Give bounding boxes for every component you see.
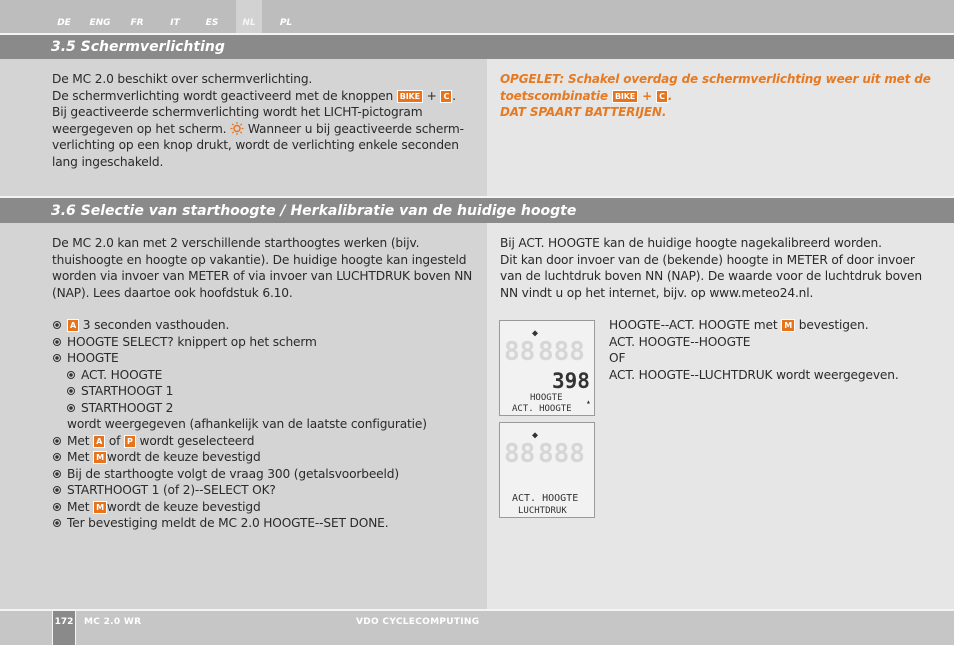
list-item bbox=[52, 433, 427, 450]
list-item: Ter bevestiging meldt de MC 2.0 HOOGTE--SET DONE. bbox=[52, 515, 427, 532]
brand-name: VDO CYCLECOMPUTING bbox=[356, 617, 480, 627]
m-button-icon: M bbox=[93, 501, 107, 514]
paragraph-line: ACT. HOOGTE--LUCHTDRUK wordt weergegeven. bbox=[609, 367, 899, 382]
recalibration-steps bbox=[609, 317, 899, 383]
warning-line: OPGELET: Schakel overdag de schermverlichting weer uit met de bbox=[500, 72, 931, 86]
list-item: STARTHOOGT 1 (of 2)--SELECT OK? bbox=[52, 482, 427, 499]
text: wordt de keuze bevestigd bbox=[106, 499, 261, 514]
text: . bbox=[667, 88, 673, 103]
text: Met bbox=[67, 450, 90, 464]
text: Met bbox=[67, 499, 90, 514]
paragraph-line: De MC 2.0 kan met 2 verschillende starthoogtes werken (bijv. bbox=[52, 236, 420, 250]
text: + bbox=[642, 88, 653, 103]
altitude-value: 398 bbox=[552, 369, 590, 393]
list-item bbox=[52, 317, 427, 334]
model-name: MC 2.0 WR bbox=[84, 617, 142, 627]
bike-button-icon: BIKE bbox=[397, 90, 423, 103]
paragraph-line: Dit kan door invoer van de (bekende) hoogte in METER of door invoer bbox=[500, 252, 915, 267]
text: weergegeven op het scherm. bbox=[52, 121, 227, 136]
paragraph-line: Bij ACT. HOOGTE kan de huidige hoogte nagekalibreerd worden. bbox=[500, 236, 882, 250]
segment-placeholder: 888 bbox=[538, 337, 585, 367]
paragraph-line: van de luchtdruk boven NN (NAP). De waarde voor de luchtdruk boven bbox=[500, 269, 922, 283]
lang-tab-fr[interactable]: FR bbox=[130, 18, 144, 28]
list-item bbox=[52, 499, 427, 516]
sub-list-item: ACT. HOOGTE bbox=[52, 367, 427, 384]
paragraph-line: Bij geactiveerde schermverlichting wordt het LICHT-pictogram bbox=[52, 105, 423, 119]
list-item: HOOGTE bbox=[52, 350, 427, 367]
screen-label: LUCHTDRUK bbox=[518, 506, 567, 516]
section-3-6-intro bbox=[52, 235, 472, 301]
device-screen-altitude bbox=[499, 320, 595, 416]
device-screen-pressure bbox=[499, 422, 595, 518]
screen-label: ACT. HOOGTE bbox=[512, 493, 579, 504]
section-3-5-title: 3.5 Schermverlichting bbox=[51, 39, 225, 55]
text: wordt de keuze bevestigd bbox=[106, 450, 261, 464]
section-3-5-header bbox=[0, 33, 954, 59]
segment-placeholder: 88 bbox=[504, 439, 536, 469]
page-number: 172 bbox=[52, 611, 76, 645]
c-button-icon: C bbox=[440, 90, 452, 103]
p-button-icon: P bbox=[124, 435, 136, 448]
paragraph-line: De MC 2.0 beschikt over schermverlichting. bbox=[52, 72, 313, 86]
text: Wanneer u bij geactiveerde scherm- bbox=[247, 121, 464, 136]
text: wordt geselecteerd bbox=[139, 433, 255, 448]
arrow-icon: ▴ bbox=[586, 397, 591, 406]
paragraph-line bbox=[52, 121, 464, 138]
lang-tab-nl[interactable]: NL bbox=[236, 0, 262, 33]
list-item: Bij de starthoogte volgt de vraag 300 (getalsvoorbeeld) bbox=[52, 466, 427, 483]
section-3-6-header bbox=[0, 196, 954, 223]
steps-list bbox=[52, 317, 427, 532]
paragraph-line bbox=[609, 317, 899, 334]
list-continuation: wordt weergegeven (afhankelijk van de laatste configuratie) bbox=[67, 417, 427, 431]
sub-list-item: STARTHOOGT 1 bbox=[52, 383, 427, 400]
m-button-icon: M bbox=[781, 319, 795, 332]
list-item bbox=[52, 449, 427, 466]
lang-tab-es[interactable]: ES bbox=[205, 18, 219, 28]
paragraph-line: worden via invoer van METER of via invoer van LUCHTDRUK boven NN bbox=[52, 269, 473, 283]
section-3-5-body bbox=[52, 71, 464, 170]
a-button-icon: A bbox=[93, 435, 105, 448]
a-button-icon: A bbox=[67, 319, 79, 332]
segment-placeholder: 888 bbox=[538, 439, 585, 469]
lang-tab-it[interactable]: IT bbox=[170, 18, 180, 28]
text: 3 seconden vasthouden. bbox=[82, 318, 230, 332]
sub-list-item: STARTHOOGT 2 bbox=[52, 400, 427, 417]
m-button-icon: M bbox=[93, 451, 107, 464]
recalibration-intro bbox=[500, 235, 922, 301]
language-bar bbox=[0, 0, 954, 33]
footer bbox=[0, 609, 954, 645]
paragraph-line: NN vindt u op het internet, bijv. op www.meteo24.nl. bbox=[500, 285, 814, 300]
indicator-icon: ◆ bbox=[532, 328, 539, 339]
screen-label: ACT. HOOGTE bbox=[512, 404, 572, 414]
text: toetscombinatie bbox=[500, 88, 608, 103]
paragraph-line: verlichting op een knop drukt, wordt de verlichting enkele seconden bbox=[52, 138, 459, 152]
paragraph-line: ACT. HOOGTE--HOOGTE bbox=[609, 334, 751, 349]
warning-note bbox=[500, 71, 931, 121]
paragraph-line: (NAP). Lees daartoe ook hoofdstuk 6.10. bbox=[52, 285, 293, 300]
text: of bbox=[108, 433, 121, 448]
text: + bbox=[426, 88, 437, 103]
text: Met bbox=[67, 433, 90, 448]
section-3-6-title: 3.6 Selectie van starthoogte / Herkalibratie van de huidige hoogte bbox=[51, 202, 577, 219]
bike-button-icon: BIKE bbox=[612, 90, 638, 103]
c-button-icon: C bbox=[656, 90, 668, 103]
text: bevestigen. bbox=[798, 318, 869, 332]
paragraph-line bbox=[52, 88, 464, 105]
warning-line: DAT SPAART BATTERIJEN. bbox=[500, 105, 667, 119]
segment-placeholder: 88 bbox=[504, 337, 536, 367]
paragraph-line: lang ingeschakeld. bbox=[52, 154, 164, 169]
light-icon bbox=[230, 122, 244, 135]
indicator-icon: ◆ bbox=[532, 430, 539, 441]
text: . bbox=[452, 88, 456, 103]
screen-label: HOOGTE bbox=[530, 393, 563, 403]
list-item: HOOGTE SELECT? knippert op het scherm bbox=[52, 334, 427, 351]
paragraph-line: thuishoogte en hoogte op vakantie). De huidige hoogte kan ingesteld bbox=[52, 252, 467, 267]
warning-line bbox=[500, 88, 931, 105]
text: HOOGTE--ACT. HOOGTE met bbox=[609, 318, 778, 332]
lang-tab-de[interactable]: DE bbox=[57, 18, 71, 28]
lang-tab-pl[interactable]: PL bbox=[279, 18, 293, 28]
lang-tab-eng[interactable]: ENG bbox=[89, 18, 111, 28]
paragraph-line: OF bbox=[609, 351, 626, 365]
text: De schermverlichting wordt geactiveerd met de knoppen bbox=[52, 88, 394, 103]
